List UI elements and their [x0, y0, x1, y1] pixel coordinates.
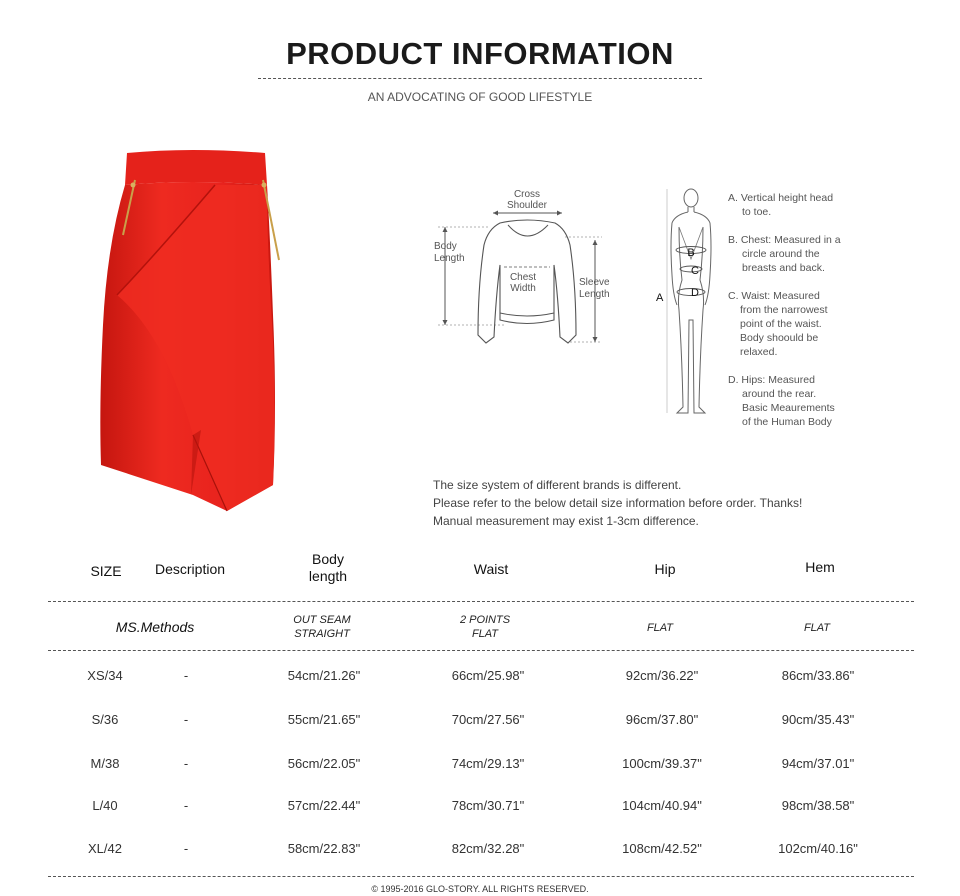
col-header-size: SIZE [90, 563, 122, 579]
body-length-label-1: Body [434, 241, 457, 252]
col-header-waist: Waist [473, 561, 509, 577]
table-divider [48, 601, 914, 602]
cell-hem: 94cm/37.01" [781, 756, 855, 771]
table-divider [48, 650, 914, 651]
cell-waist: 78cm/30.71" [451, 798, 525, 813]
page-subtitle: AN ADVOCATING OF GOOD LIFESTYLE [367, 90, 593, 104]
col-header-hip: Hip [654, 561, 676, 577]
cell-waist: 70cm/27.56" [451, 712, 525, 727]
cell-body-length: 55cm/21.65" [287, 712, 361, 727]
legend-item-a: A. Vertical height head to toe. [728, 192, 834, 218]
measurement-legend [728, 191, 858, 429]
cell-hem: 90cm/35.43" [781, 712, 855, 727]
table-divider [48, 876, 914, 877]
cell-waist: 66cm/25.98" [451, 668, 525, 683]
cell-description: - [183, 841, 189, 856]
cell-hem: 86cm/33.86" [781, 668, 855, 683]
cell-body-length: 56cm/22.05" [287, 756, 361, 771]
cell-waist: 82cm/32.28" [451, 841, 525, 856]
note-brand-sizes: The size system of different brands is different. [433, 478, 682, 492]
legend-item-d: D. Hips: Measured around the rear. Basic Meaurements of the Human Body [728, 374, 835, 428]
cell-size: L/40 [92, 798, 118, 813]
cell-hip: 108cm/42.52" [622, 841, 702, 856]
cell-body-length: 54cm/21.26" [287, 668, 361, 683]
page-title: PRODUCT INFORMATION [286, 36, 674, 71]
note-refer-sizes: Please refer to the below detail size information before order. Thanks! [433, 496, 803, 510]
body-length-label-2: Length [434, 253, 465, 264]
legend-item-c: C. Waist: Measured from the narrowest point of the waist. Body shoould be relaxed. [728, 290, 828, 358]
col-header-description: Description [154, 561, 226, 577]
sleeve-length-label-1: Sleeve [579, 277, 610, 288]
sleeve-length-label-2: Length [579, 289, 610, 300]
chest-width-label-2: Width [510, 283, 536, 294]
cell-size: S/36 [91, 712, 119, 727]
cell-size: M/38 [90, 756, 120, 771]
title-divider [258, 78, 702, 79]
cell-hip: 96cm/37.80" [625, 712, 699, 727]
col-header-body-length: Body length [308, 551, 348, 584]
cross-shoulder-label-2: Shoulder [506, 200, 548, 211]
method-hip: FLAT [646, 622, 674, 634]
marker-b: B [687, 247, 695, 259]
cell-description: - [183, 712, 189, 727]
cell-body-length: 58cm/22.83" [287, 841, 361, 856]
marker-a: A [656, 292, 664, 304]
cell-hip: 100cm/39.37" [622, 756, 702, 771]
cell-body-length: 57cm/22.44" [287, 798, 361, 813]
col-header-hem: Hem [805, 559, 835, 575]
marker-c: C [691, 265, 699, 277]
cell-hip: 92cm/36.22" [625, 668, 699, 683]
body-measurement-figure [655, 185, 725, 420]
cross-shoulder-label-1: Cross [513, 189, 541, 200]
methods-label: MS.Methods [115, 619, 195, 635]
cell-size: XL/42 [88, 841, 122, 856]
cell-waist: 74cm/29.13" [451, 756, 525, 771]
cell-description: - [183, 756, 189, 771]
note-measurement-diff: Manual measurement may exist 1-3cm difference. [433, 514, 699, 528]
footer-copyright: © 1995-2016 GLO-STORY. ALL RIGHTS RESERVED. [371, 884, 589, 894]
method-waist: 2 POINTS FLAT [459, 614, 511, 640]
chest-width-label-1: Chest [509, 272, 537, 283]
cell-description: - [183, 668, 189, 683]
legend-item-b: B. Chest: Measured in a circle around the breasts and back. [728, 234, 841, 274]
jacket-measurement-diagram [430, 185, 625, 350]
cell-hip: 104cm/40.94" [622, 798, 702, 813]
marker-d: D [691, 287, 699, 299]
cell-hem: 98cm/38.58" [781, 798, 855, 813]
method-hem: FLAT [803, 622, 831, 634]
cell-hem: 102cm/40.16" [778, 841, 858, 856]
cell-description: - [183, 798, 189, 813]
cell-size: XS/34 [87, 668, 123, 683]
product-image-skirt [95, 145, 285, 515]
method-body-length: OUT SEAM STRAIGHT [293, 614, 351, 640]
